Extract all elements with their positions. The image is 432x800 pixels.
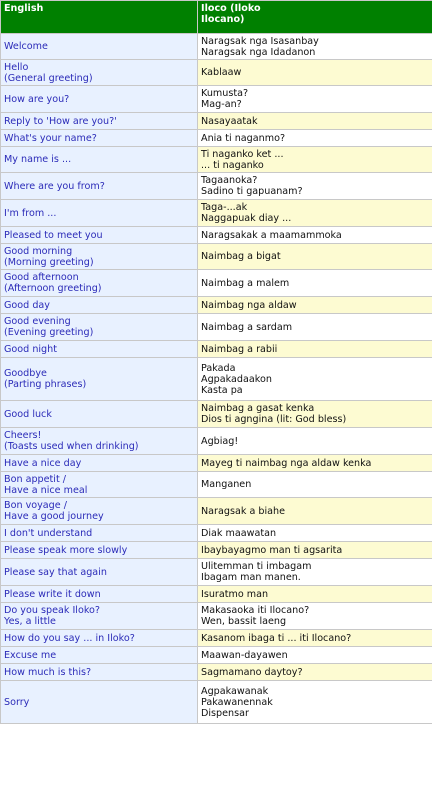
iloco-cell: [198, 358, 432, 401]
english-cell: [1, 244, 198, 270]
table-row: [1, 173, 432, 200]
iloco-text: Naragsak nga Idadanon: [201, 46, 316, 58]
table-row: [1, 60, 432, 86]
english-cell: [1, 113, 198, 130]
table-row: [1, 270, 432, 297]
table-row: [1, 244, 432, 270]
english-text: Pleased to meet you: [4, 229, 103, 241]
english-cell: [1, 525, 198, 542]
iloco-text: Naragsak nga Isasanbay: [201, 35, 319, 47]
table-row: [1, 498, 432, 525]
iloco-text: Agpakadaakon: [201, 373, 272, 385]
iloco-text: Ibagam man manen.: [201, 572, 301, 583]
english-text: (Toasts used when drinking): [4, 441, 139, 452]
header-iloco-line1: Iloco (Iloko: [201, 3, 261, 14]
english-cell: [1, 664, 198, 681]
english-text: Excuse me: [4, 649, 57, 661]
table-row: [1, 297, 432, 314]
iloco-cell: [198, 664, 432, 681]
header-iloco-line2: Ilocano): [201, 14, 245, 25]
iloco-text: Ulitemman ti imbagam: [201, 561, 312, 572]
english-text: Bon appetit /: [4, 473, 67, 485]
iloco-text: Naimbag a sardam: [201, 321, 293, 333]
header-row: [1, 1, 432, 34]
iloco-text: Naimbag a rabii: [201, 343, 278, 355]
english-text: Please say that again: [4, 566, 107, 578]
iloco-cell: [198, 147, 432, 173]
iloco-cell: [198, 586, 432, 603]
iloco-text: Mayeg ti naimbag nga aldaw kenka: [201, 457, 372, 469]
english-cell: [1, 297, 198, 314]
english-cell: [1, 647, 198, 664]
table-row: [1, 664, 432, 681]
english-text: Have a good journey: [4, 511, 104, 522]
english-text: (Evening greeting): [4, 327, 94, 338]
english-text: Welcome: [4, 41, 48, 52]
table-row: [1, 341, 432, 358]
english-cell: [1, 173, 198, 200]
english-cell: [1, 586, 198, 603]
english-text: (Parting phrases): [4, 379, 87, 390]
iloco-cell: [198, 542, 432, 559]
iloco-text: Mag-an?: [201, 99, 242, 110]
iloco-text: Manganen: [201, 479, 252, 490]
iloco-cell: [198, 86, 432, 113]
table-row: [1, 455, 432, 472]
iloco-text: Pakawanennak: [201, 696, 273, 708]
iloco-cell: [198, 113, 432, 130]
english-cell: [1, 472, 198, 498]
english-text: My name is ...: [4, 154, 72, 165]
iloco-text: Dios ti agngina (lit: God bless): [201, 414, 347, 425]
english-text: Good day: [4, 299, 50, 311]
english-text: I'm from ...: [4, 207, 57, 219]
iloco-text: Ti naganko ket ...: [201, 148, 284, 160]
table-row: [1, 358, 432, 401]
english-text: Good afternoon: [4, 272, 79, 283]
iloco-text: Kasanom ibaga ti ... iti Ilocano?: [201, 632, 352, 644]
english-text: Please speak more slowly: [4, 544, 128, 556]
iloco-text: Pakada: [201, 362, 236, 374]
english-cell: [1, 455, 198, 472]
iloco-text: ... ti naganko: [201, 159, 264, 171]
english-text: Bon voyage /: [4, 500, 67, 511]
english-text: How much is this?: [4, 666, 92, 678]
english-cell: [1, 428, 198, 455]
english-cell: [1, 147, 198, 173]
english-text: Goodbye: [4, 368, 47, 379]
iloco-text: Wen, bassit laeng: [201, 616, 287, 627]
english-cell: [1, 630, 198, 647]
iloco-text: Naragsak a biahe: [201, 505, 285, 517]
english-text: (Afternoon greeting): [4, 283, 102, 294]
english-cell: [1, 314, 198, 341]
iloco-text: Tagaanoka?: [201, 175, 258, 186]
english-text: Do you speak Iloko?: [4, 605, 100, 616]
table-row: [1, 130, 432, 147]
iloco-text: Naimbag a malem: [201, 277, 290, 289]
iloco-cell: [198, 647, 432, 664]
english-text: Yes, a little: [4, 616, 56, 627]
iloco-text: Naggapuak diay ...: [201, 213, 292, 224]
english-text: How are you?: [4, 93, 70, 105]
iloco-cell: [198, 270, 432, 297]
english-cell: [1, 86, 198, 113]
english-cell: [1, 401, 198, 428]
iloco-text: Kasta pa: [201, 384, 243, 396]
iloco-text: Naimbag a bigat: [201, 251, 281, 262]
table-row: [1, 34, 432, 60]
table-row: [1, 86, 432, 113]
iloco-cell: [198, 297, 432, 314]
iloco-cell: [198, 428, 432, 455]
header-iloco: [198, 1, 432, 34]
english-cell: [1, 559, 198, 586]
iloco-text: Nasayaatak: [201, 115, 258, 127]
english-text: I don't understand: [4, 527, 93, 539]
iloco-text: Naimbag nga aldaw: [201, 299, 297, 311]
iloco-text: Taga-...ak: [201, 202, 248, 213]
iloco-cell: [198, 34, 432, 60]
iloco-text: Diak maawatan: [201, 527, 277, 539]
table-row: [1, 428, 432, 455]
iloco-text: Dispensar: [201, 707, 249, 719]
iloco-text: Sadino ti gapuanam?: [201, 186, 303, 197]
iloco-text: Sagmamano daytoy?: [201, 666, 303, 678]
iloco-cell: [198, 227, 432, 244]
english-cell: [1, 341, 198, 358]
iloco-text: Isuratmo man: [201, 588, 269, 600]
iloco-text: Naimbag a gasat kenka: [201, 403, 315, 414]
english-text: How do you say ... in Iloko?: [4, 632, 135, 644]
iloco-cell: [198, 498, 432, 525]
english-text: Reply to 'How are you?': [4, 115, 117, 127]
english-text: Cheers!: [4, 430, 42, 441]
iloco-cell: [198, 244, 432, 270]
english-text: Sorry: [4, 696, 30, 708]
table-row: [1, 603, 432, 630]
english-cell: [1, 34, 198, 60]
english-text: Good night: [4, 343, 57, 355]
english-cell: [1, 603, 198, 630]
table-row: [1, 586, 432, 603]
iloco-cell: [198, 681, 432, 724]
iloco-text: Maawan-dayawen: [201, 649, 288, 661]
english-cell: [1, 200, 198, 227]
english-cell: [1, 498, 198, 525]
iloco-cell: [198, 525, 432, 542]
english-text: (Morning greeting): [4, 256, 94, 268]
table-row: [1, 630, 432, 647]
iloco-cell: [198, 472, 432, 498]
table-row: [1, 401, 432, 428]
iloco-text: Makasaoka iti Ilocano?: [201, 605, 310, 616]
iloco-text: Ibaybayagmo man ti agsarita: [201, 544, 343, 556]
table-row: [1, 472, 432, 498]
english-text: Where are you from?: [4, 180, 105, 192]
iloco-text: Agpakawanak: [201, 685, 269, 697]
header-english: English: [1, 1, 198, 34]
iloco-cell: [198, 455, 432, 472]
iloco-cell: [198, 341, 432, 358]
english-text: Have a nice day: [4, 457, 82, 469]
table-row: [1, 227, 432, 244]
iloco-cell: [198, 314, 432, 341]
iloco-text: Ania ti naganmo?: [201, 132, 286, 144]
english-text: (General greeting): [4, 72, 93, 84]
table-row: [1, 314, 432, 341]
iloco-text: Agbiag!: [201, 435, 239, 447]
english-cell: [1, 60, 198, 86]
iloco-cell: [198, 630, 432, 647]
english-cell: [1, 681, 198, 724]
table-row: [1, 559, 432, 586]
table-row: [1, 647, 432, 664]
iloco-cell: [198, 401, 432, 428]
english-cell: [1, 542, 198, 559]
english-cell: [1, 130, 198, 147]
iloco-cell: [198, 603, 432, 630]
english-text: Hello: [4, 61, 29, 73]
iloco-text: Naragsakak a maamammoka: [201, 229, 342, 241]
iloco-cell: [198, 173, 432, 200]
table-row: [1, 542, 432, 559]
table-row: [1, 681, 432, 724]
english-text: Please write it down: [4, 588, 101, 600]
iloco-cell: [198, 200, 432, 227]
english-text: Good evening: [4, 316, 71, 327]
english-text: Good morning: [4, 245, 73, 257]
english-text: What's your name?: [4, 132, 97, 144]
iloco-text: Kablaaw: [201, 67, 242, 78]
table-row: [1, 200, 432, 227]
table-row: [1, 147, 432, 173]
iloco-cell: [198, 60, 432, 86]
table-row: [1, 525, 432, 542]
table-row: [1, 113, 432, 130]
english-cell: [1, 358, 198, 401]
iloco-cell: [198, 559, 432, 586]
english-text: Good luck: [4, 408, 52, 420]
iloco-text: Kumusta?: [201, 88, 249, 99]
english-cell: [1, 270, 198, 297]
english-text: Have a nice meal: [4, 484, 88, 496]
english-cell: [1, 227, 198, 244]
iloco-cell: [198, 130, 432, 147]
